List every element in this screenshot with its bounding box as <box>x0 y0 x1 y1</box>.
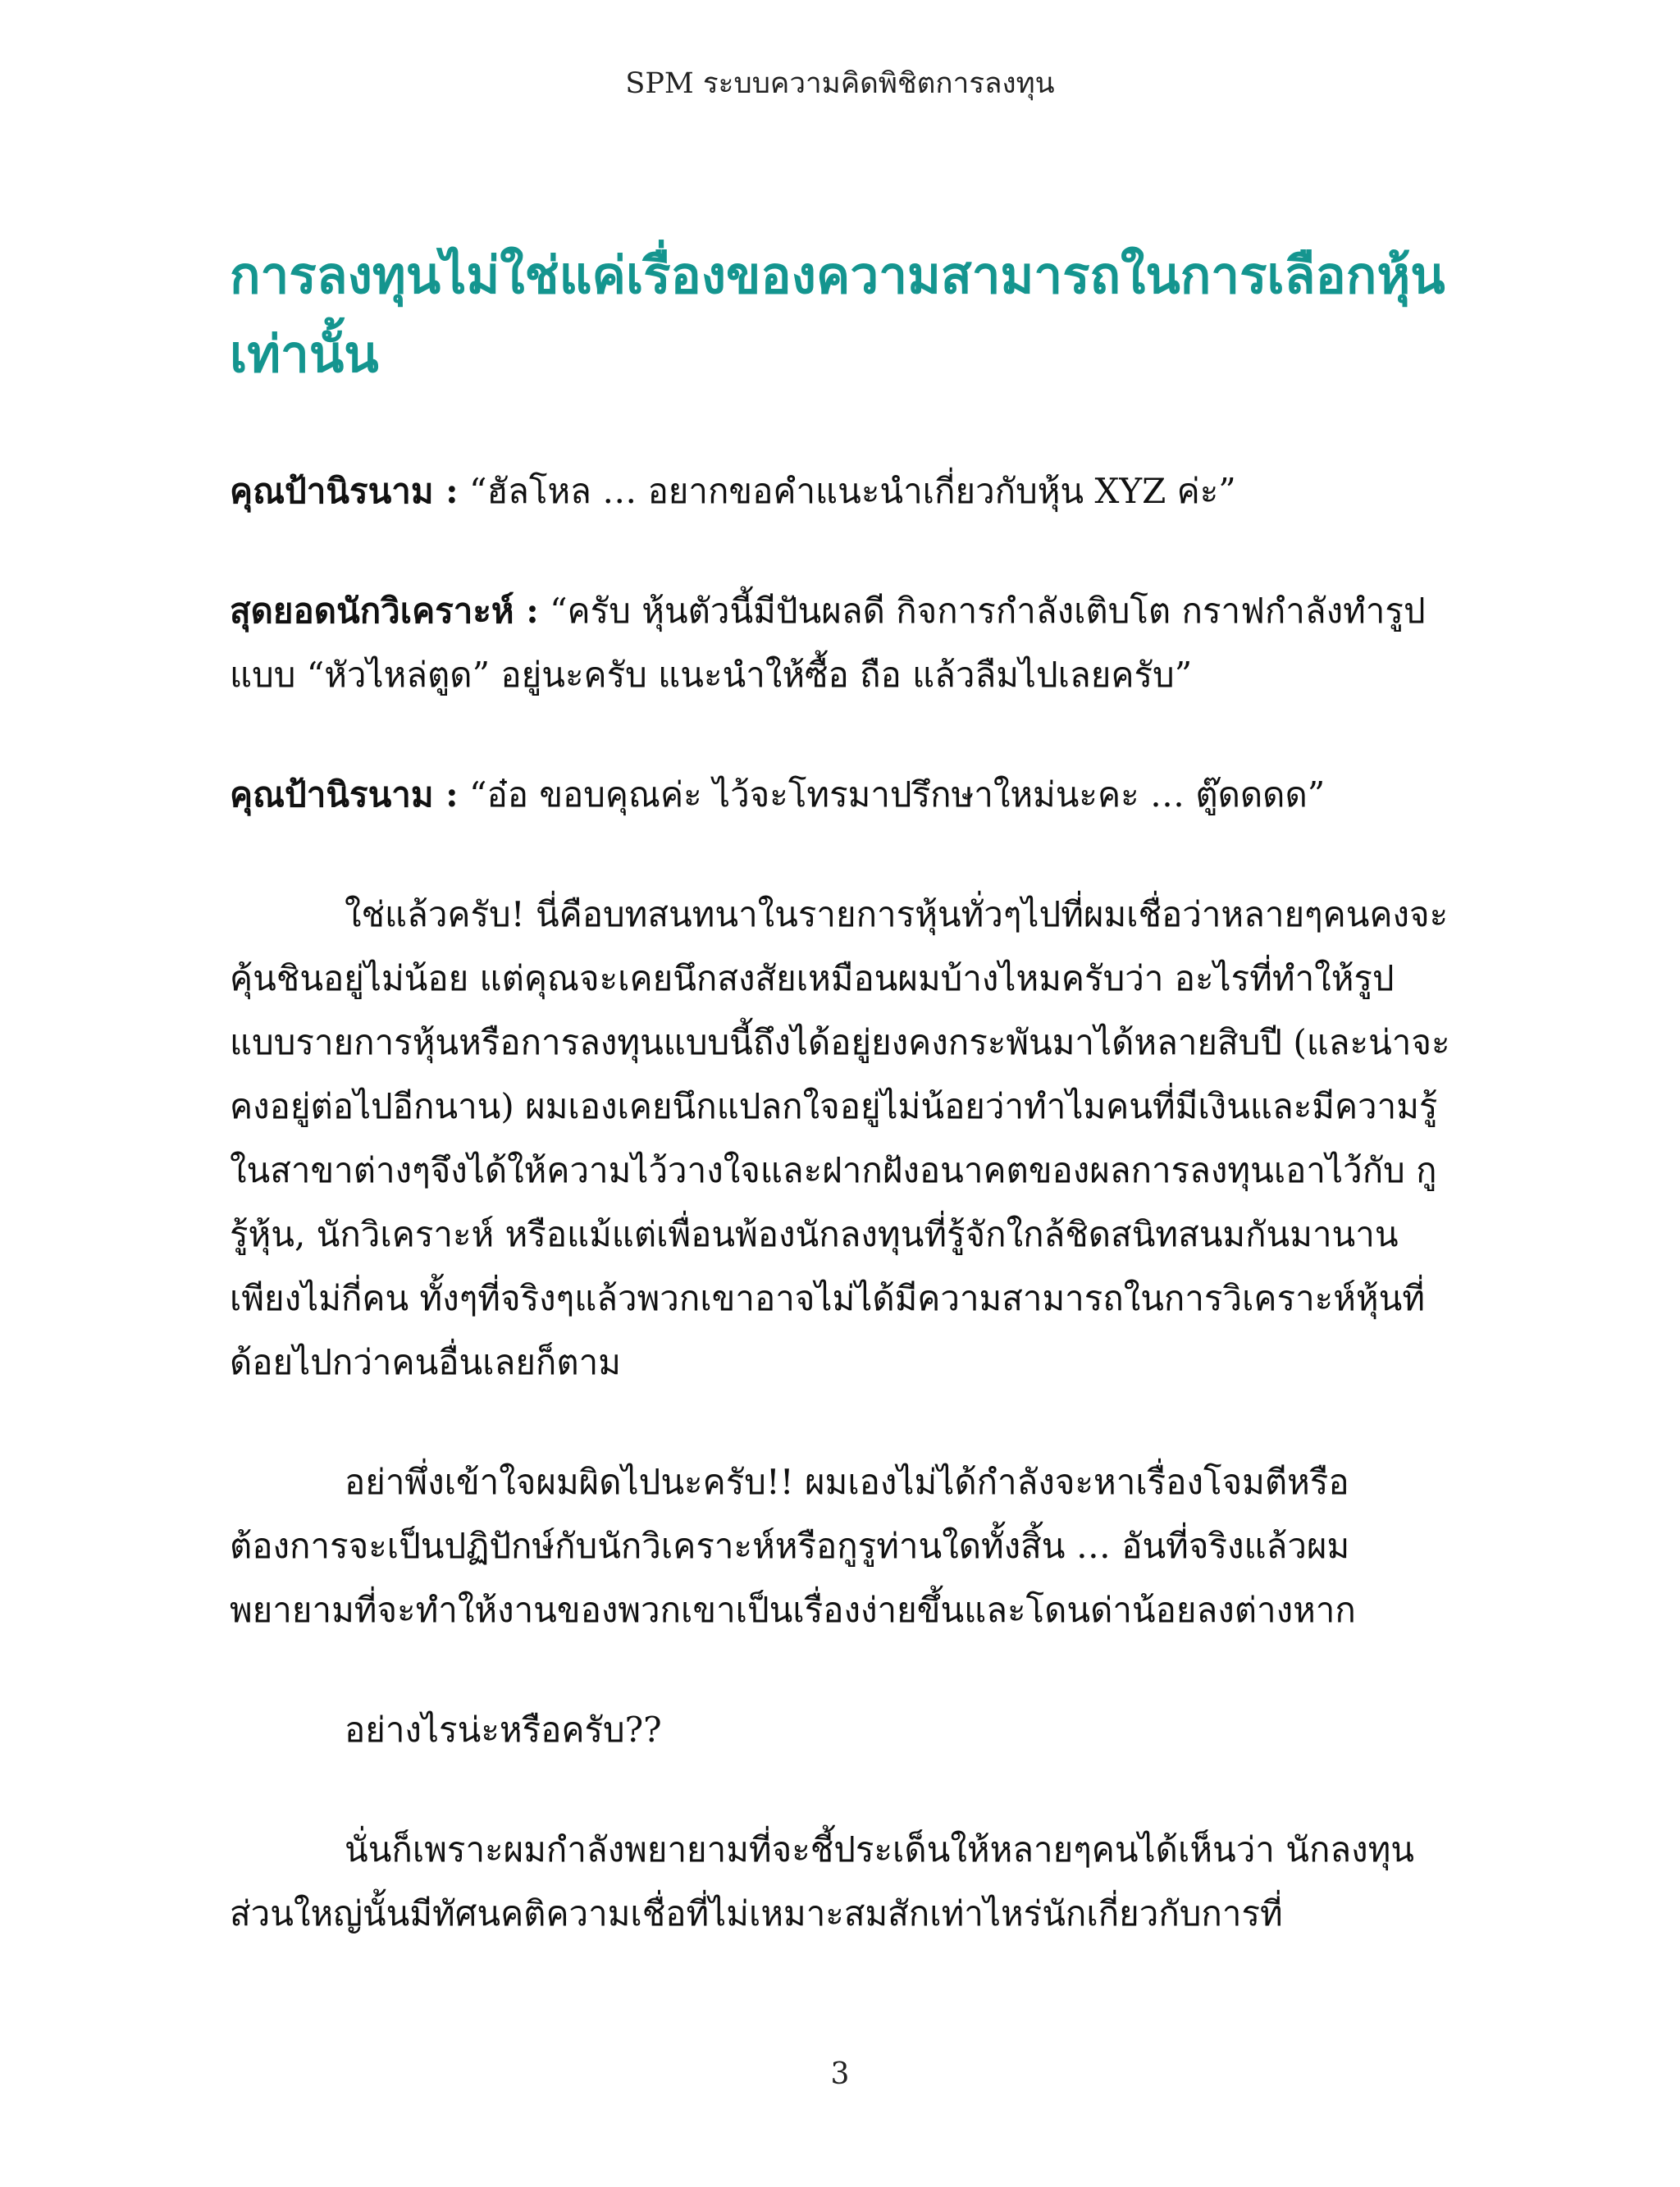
dialogue-line <box>230 459 1452 523</box>
dialogue-speaker: คุณป้านิรนาม : <box>230 774 459 815</box>
chapter-title: การลงทุนไม่ใช่แค่เรื่องของความสามารถในการเลือกหุ้นเท่านั้น <box>230 245 1445 384</box>
dialogue-line <box>230 763 1452 827</box>
dialogue-speaker: คุณป้านิรนาม : <box>230 471 459 511</box>
dialogue-text: “ครับ หุ้นตัวนี้มีปันผลดี กิจการกำลังเติบโต กราฟกำลังทำรูปแบบ “หัวไหล่ตูด” อยู่นะครับ แนะนำให้ซื้อ ถือ แล้วลืมไปเลยครับ” <box>230 591 1426 695</box>
running-header: SPM ระบบความคิดพิชิตการลงทุน <box>625 67 1055 100</box>
dialogue-text: “ฮัลโหล … อยากขอคำแนะนำเกี่ยวกับหุ้น XYZ ค่ะ” <box>469 471 1236 511</box>
body-content <box>230 459 1452 2002</box>
body-paragraph: อย่างไรน่ะหรือครับ?? <box>345 1710 662 1750</box>
page-number: 3 <box>830 2057 850 2091</box>
dialogue-speaker: สุดยอดนักวิเคราะห์ : <box>230 591 539 631</box>
body-paragraph: นั่นก็เพราะผมกำลังพยายามที่จะชี้ประเด็นให้หลายๆคนได้เห็นว่า นักลงทุนส่วนใหญ่นั้นมีทัศนคติความเชื่อที่ไม่เหมาะสมสักเท่าไหร่นักเกี่ยวกับการที่ <box>230 1829 1415 1934</box>
body-paragraph: อย่าพึ่งเข้าใจผมผิดไปนะครับ!! ผมเองไม่ได้กำลังจะหาเรื่องโจมตีหรือต้องการจะเป็นปฏิปักษ์กับนักวิเคราะห์หรือกูรูท่านใดทั้งสิ้น … อันที่จริงแล้วผมพยายามที่จะทำให้งานของพวกเขาเป็นเรื่องง่ายขึ้นและโดนด่าน้อยลงต่างหาก <box>230 1462 1356 1630</box>
dialogue-text: “อ๋อ ขอบคุณค่ะ ไว้จะโทรมาปรึกษาใหม่นะคะ … ตู๊ดดดด” <box>469 774 1326 815</box>
dialogue-line <box>230 579 1452 707</box>
body-paragraph: ใช่แล้วครับ! นี่คือบทสนทนาในรายการหุ้นทั่วๆไปที่ผมเชื่อว่าหลายๆคนคงจะคุ้นชินอยู่ไม่น้อย แต่คุณจะเคยนึกสงสัยเหมือนผมบ้างไหมครับว่า อะไรที่ทำให้รูปแบบรายการหุ้นหรือการลงทุนแบบนี้ถึงได้อยู่ยงคงกระพันมาได้หลายสิบปี (และน่าจะคงอยู่ต่อไปอีกนาน) ผมเองเคยนึกแปลกใจอยู่ไม่น้อยว่าทำไมคนที่มีเงินและมีความรู้ในสาขาต่างๆจึงได้ให้ความไว้วางใจและฝากฝังอนาคตของผลการลงทุนเอาไว้กับ กูรู้หุ้น, นักวิเคราะห์ หรือแม้แต่เพื่อนพ้องนักลงทุนที่รู้จักใกล้ชิดสนิทสนมกันมานานเพียงไม่กี่คน ทั้งๆที่จริงๆแล้วพวกเขาอาจไม่ได้มีความสามารถในการวิเคราะห์หุ้นที่ด้อยไปกว่าคนอื่นเลยก็ตาม <box>230 894 1450 1382</box>
